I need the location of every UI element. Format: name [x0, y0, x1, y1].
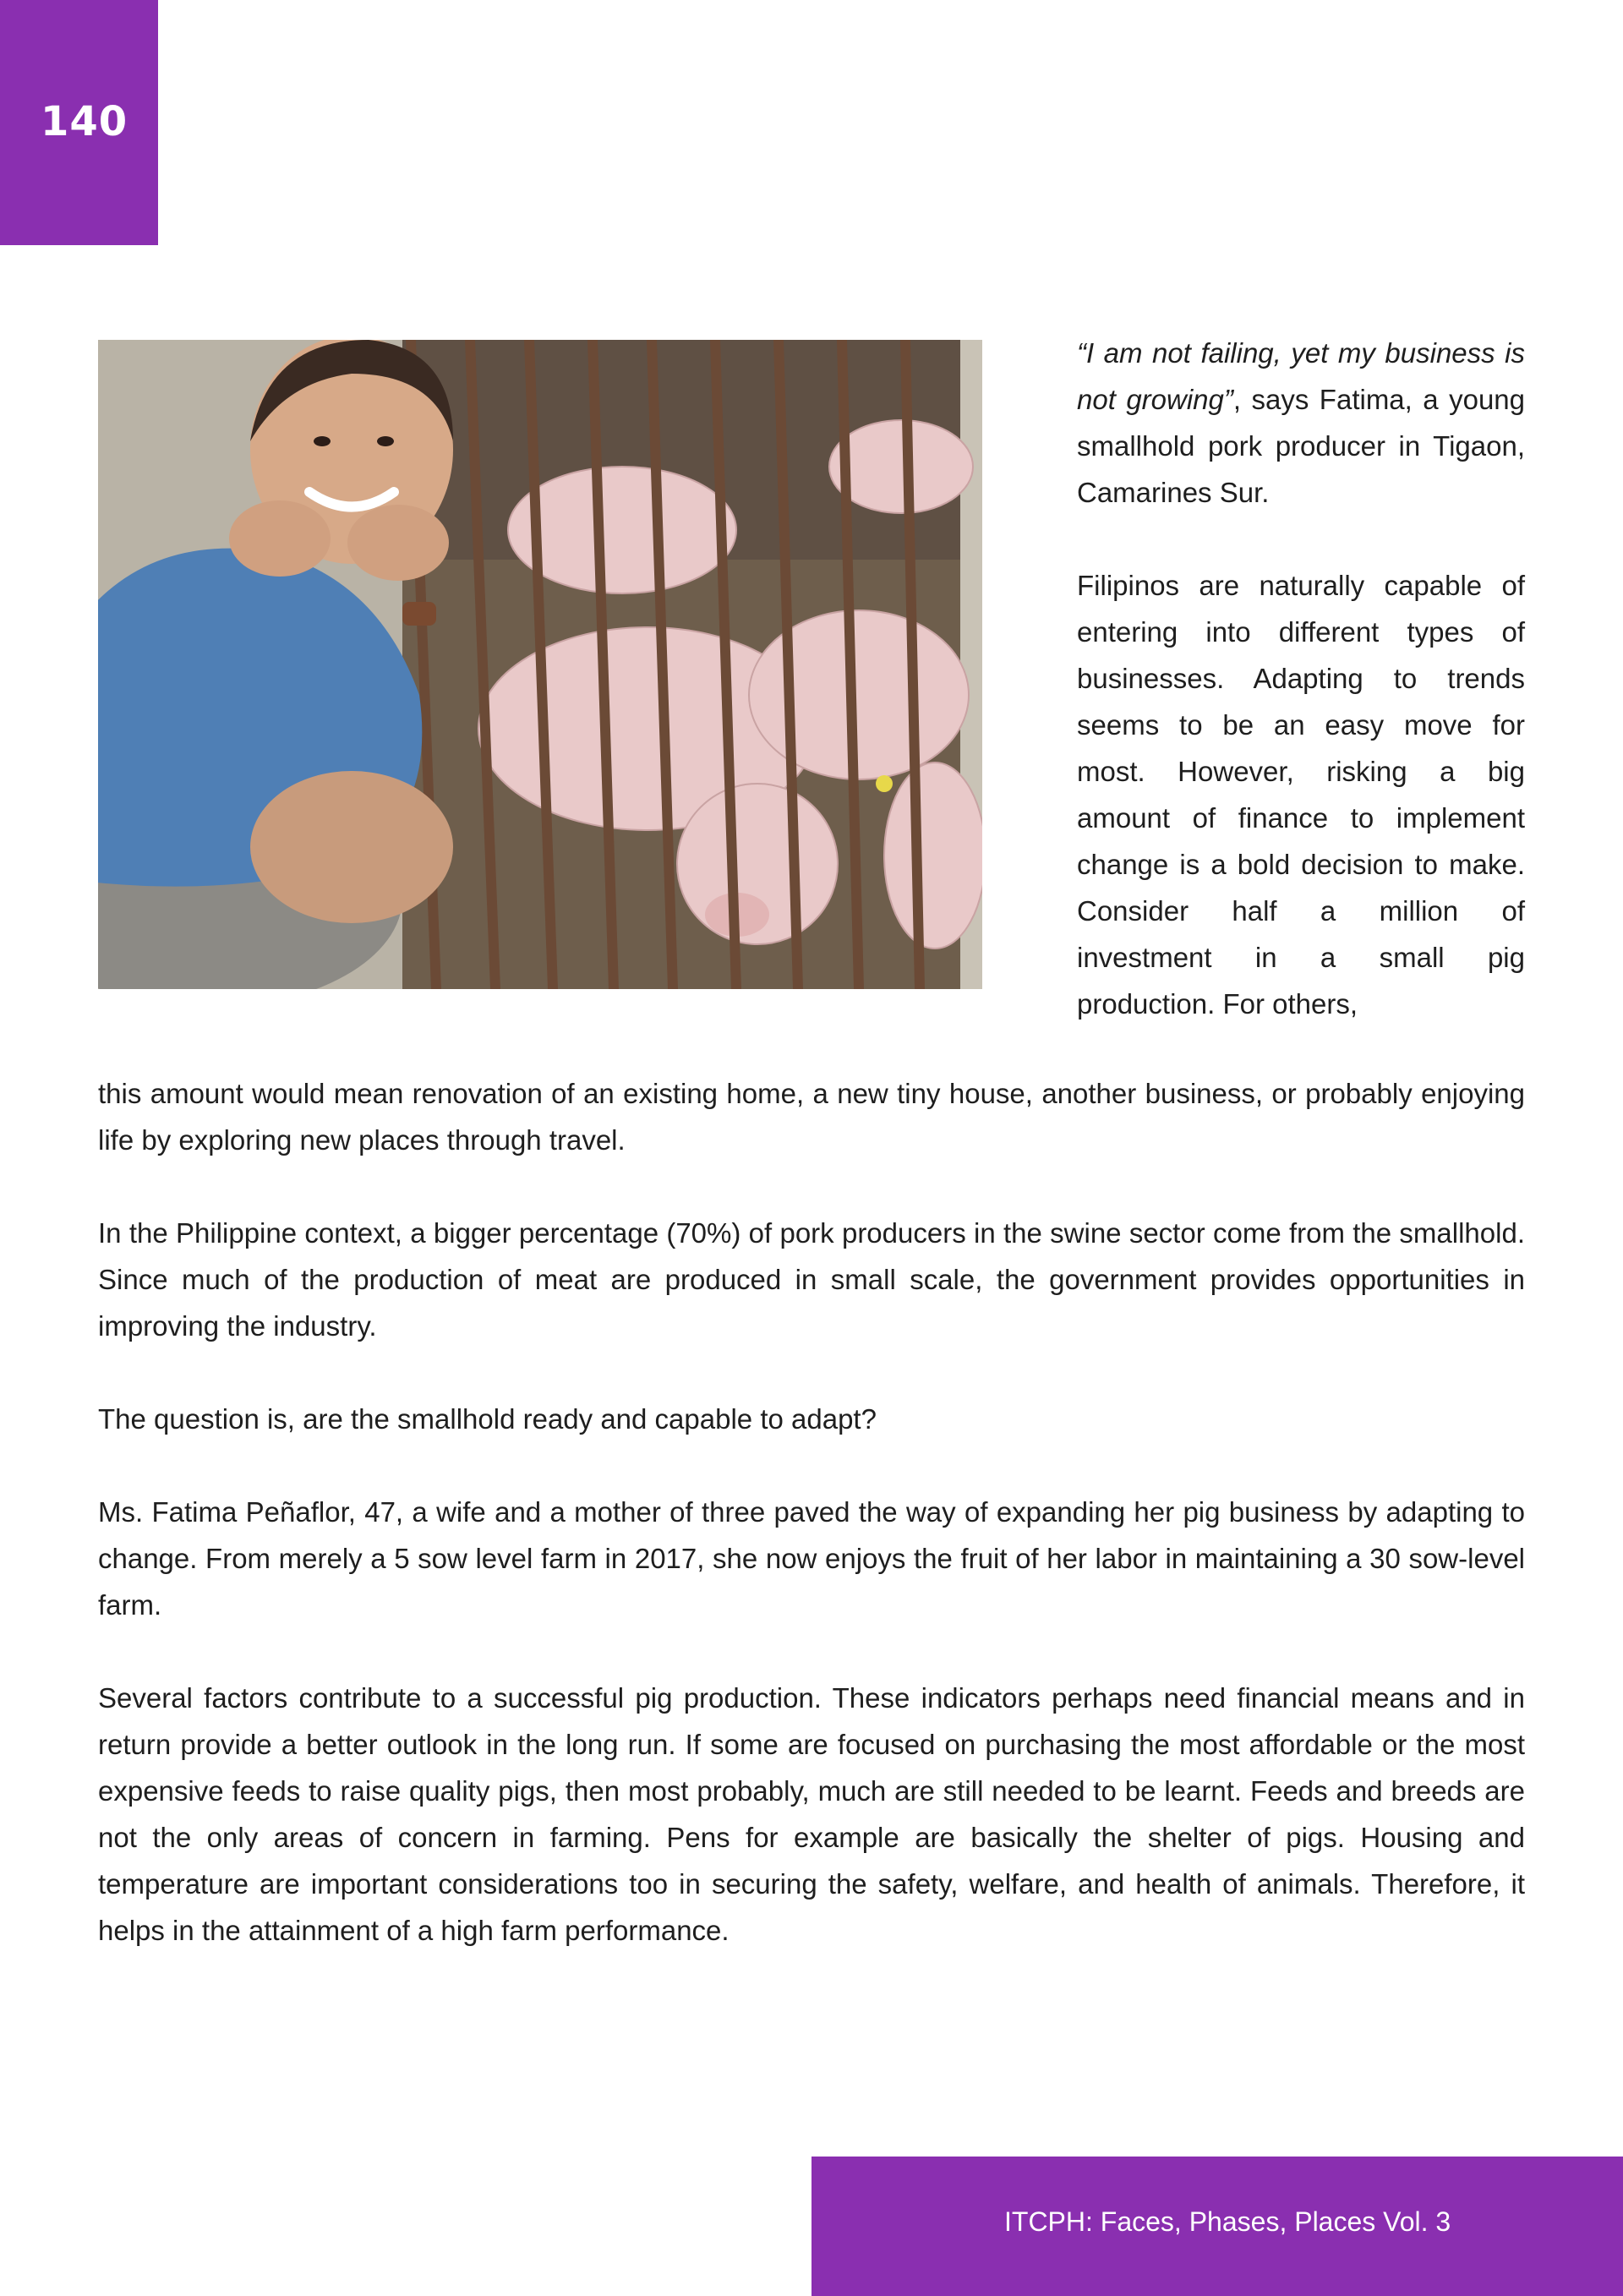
body-paragraph: Several factors contribute to a successful pig production. These indicators perhaps need financial means and in return provide a better outlook in the long run. If some are focused on purchasing the most affordable or the most expensive feeds to raise quality pigs, then most probably, much are still needed to be learnt. Feeds and breeds are not the only areas of concern in farming. Pens for example are basically the shelter of pigs. Housing and temperature are important considerations too in securing the safety, welfare, and health of animals. Therefore, it helps in the attainment of a high farm performance.	[98, 1682, 1525, 1946]
page-number-tab	[0, 0, 158, 245]
body-paragraph: this amount would mean renovation of an existing home, a new tiny house, another business, or probably enjoying life by exploring new places through travel.	[98, 1078, 1525, 1156]
page-number: 140	[41, 98, 128, 145]
article-body	[98, 1070, 1525, 2000]
intro-column	[1077, 330, 1525, 1027]
intro-paragraph: Filipinos are naturally capable of entering into different types of businesses. Adapting to trends seems to be an easy move for most. However, risking a big amount of finance to implement change is a bold decision to make. Consider half a million of investment in a small pig production. For others,	[1077, 570, 1525, 1020]
quote-attribution: , says Fatima, a young smallhold pork producer in Tigaon, Camarines Sur.	[1077, 384, 1525, 508]
feature-photo	[98, 340, 982, 989]
body-paragraph: Ms. Fatima Peñaflor, 47, a wife and a mother of three paved the way of expanding her pig business by adapting to change. From merely a 5 sow level farm in 2017, she now enjoys the fruit of her labor in maintaining a 30 sow-level farm.	[98, 1496, 1525, 1621]
feature-photo-illustration	[98, 340, 982, 989]
intro-quote-paragraph	[1077, 330, 1525, 516]
footer-publication-title: ITCPH: Faces, Phases, Places Vol. 3	[1004, 2206, 1451, 2237]
pull-quote: “I am not failing, yet my business is not growing”	[1077, 337, 1525, 415]
body-paragraph: In the Philippine context, a bigger percentage (70%) of pork producers in the swine sector come from the smallhold. Since much of the production of meat are produced in small scale, the government provides opportunities in improving the industry.	[98, 1217, 1525, 1342]
body-paragraph: The question is, are the smallhold ready and capable to adapt?	[98, 1403, 877, 1435]
